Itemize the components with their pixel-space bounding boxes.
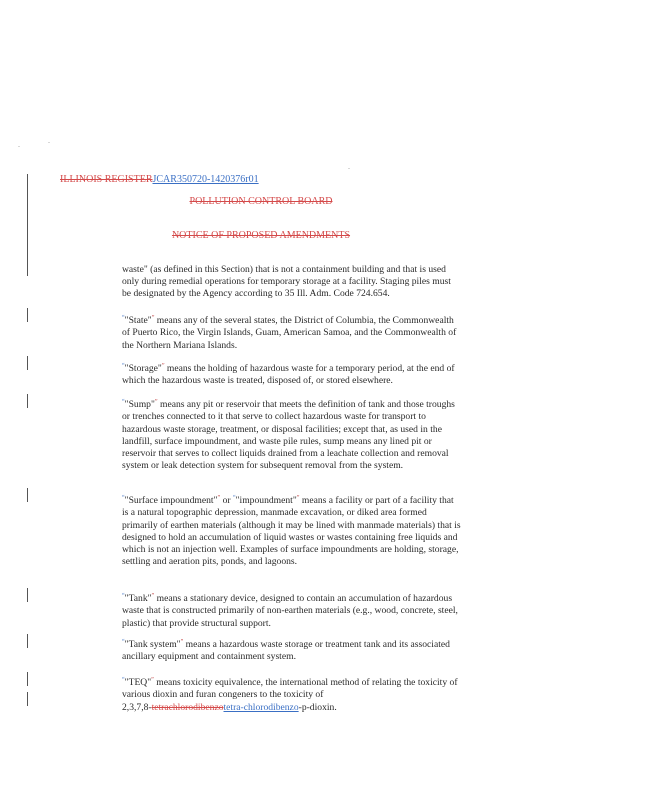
- register-title-deleted: ILLINOIS REGISTER: [60, 174, 153, 185]
- paragraph-staging-pile-end: waste" (as defined in this Section) that is not a containment building and that is used only during remedial operations for temporary storage at a facility. Staging piles must be designated by the Agency according to 35 Ill. Adm. Code 724.654.: [122, 264, 451, 300]
- term-surface-impoundment: "Surface impoundment": [124, 495, 218, 507]
- change-bar: [27, 692, 28, 706]
- definition-storage: “"Storage"” means the holding of hazardous waste for a temporary period, at the end of which the hazardous waste is treated, disposed of, or stored elsewhere.: [122, 363, 455, 387]
- definition-surface-impoundment: “"Surface impoundment"” or “"impoundment"” means a facility or part of a facility that is a natural topographic depression, manmade excavation, or diked area formed primarily of earthen materials (although it may be lined with manmade materials) that is designed to hold an accumulation of liquid wastes or wastes containing free liquids and which is not an injection well. Examples of surface impoundments are holding, storage, settling and aeration pits, ponds, and lagoons.: [122, 495, 461, 568]
- board-title: POLLUTION CONTROL BOARD: [189, 196, 333, 207]
- definition-teq: “"TEQ"” means toxicity equivalence, the international method of relating the toxicity of various dioxin and furan congeners to the toxicity of 2,3,7,8-tetrachlorodibenzotetra-chlorodibenzo-p-dioxin.: [122, 677, 458, 713]
- register-id-inserted: JCAR350720-1420376r01: [152, 174, 259, 185]
- term-storage: "Storage": [124, 363, 162, 375]
- notice-title: NOTICE OF PROPOSED AMENDMENTS: [171, 230, 351, 241]
- scan-speck: [48, 142, 50, 143]
- term-teq: "TEQ": [124, 677, 152, 689]
- register-header: [60, 174, 259, 186]
- definition-sump: “"Sump"” means any pit or reservoir that meets the definition of tank and those troughs or trenches connected to it that serve to collect hazardous waste for transport to hazardous waste storage, treatment, or disposal facilities; except that, as used in the landfill, surface impoundment, and waste pile rules, sump means any lined pit or reservoir that serves to collect liquids drained from a leachate collection and removal system or leak detection system for subsequent removal from the system.: [122, 399, 455, 472]
- change-bar: [27, 488, 28, 502]
- definition-state: “"State"” means any of the several states, the District of Columbia, the Commonwealth of Puerto Rico, the Virgin Islands, Guam, American Samoa, and the Commonwealth of the Northern Mariana Islands.: [122, 315, 457, 351]
- definition-tank: “"Tank"” means a stationary device, designed to contain an accumulation of hazardous waste that is constructed primarily of non-earthen materials (e.g., wood, concrete, steel, plastic) that provide structural support.: [122, 593, 458, 629]
- term-tank: "Tank": [124, 593, 152, 605]
- term-state: "State": [124, 315, 152, 327]
- scan-speck: [18, 146, 20, 147]
- change-bar: [27, 394, 28, 408]
- term-sump: "Sump": [124, 399, 155, 411]
- deleted-text: tetrachlorodibenzo: [151, 701, 224, 713]
- change-bar: [27, 672, 28, 686]
- term-tank-system: "Tank system": [124, 639, 181, 651]
- change-bar: [27, 174, 28, 276]
- change-bar: [27, 308, 28, 322]
- inserted-text: tetra-chlorodibenzo: [223, 701, 299, 713]
- change-bar: [27, 356, 28, 370]
- change-bar: [27, 588, 28, 602]
- change-bar: [27, 634, 28, 648]
- scan-speck: [348, 168, 350, 169]
- term-impoundment: "impoundment": [235, 495, 297, 507]
- definition-tank-system: “"Tank system"” means a hazardous waste storage or treatment tank and its associated ancillary equipment and containment system.: [122, 639, 450, 663]
